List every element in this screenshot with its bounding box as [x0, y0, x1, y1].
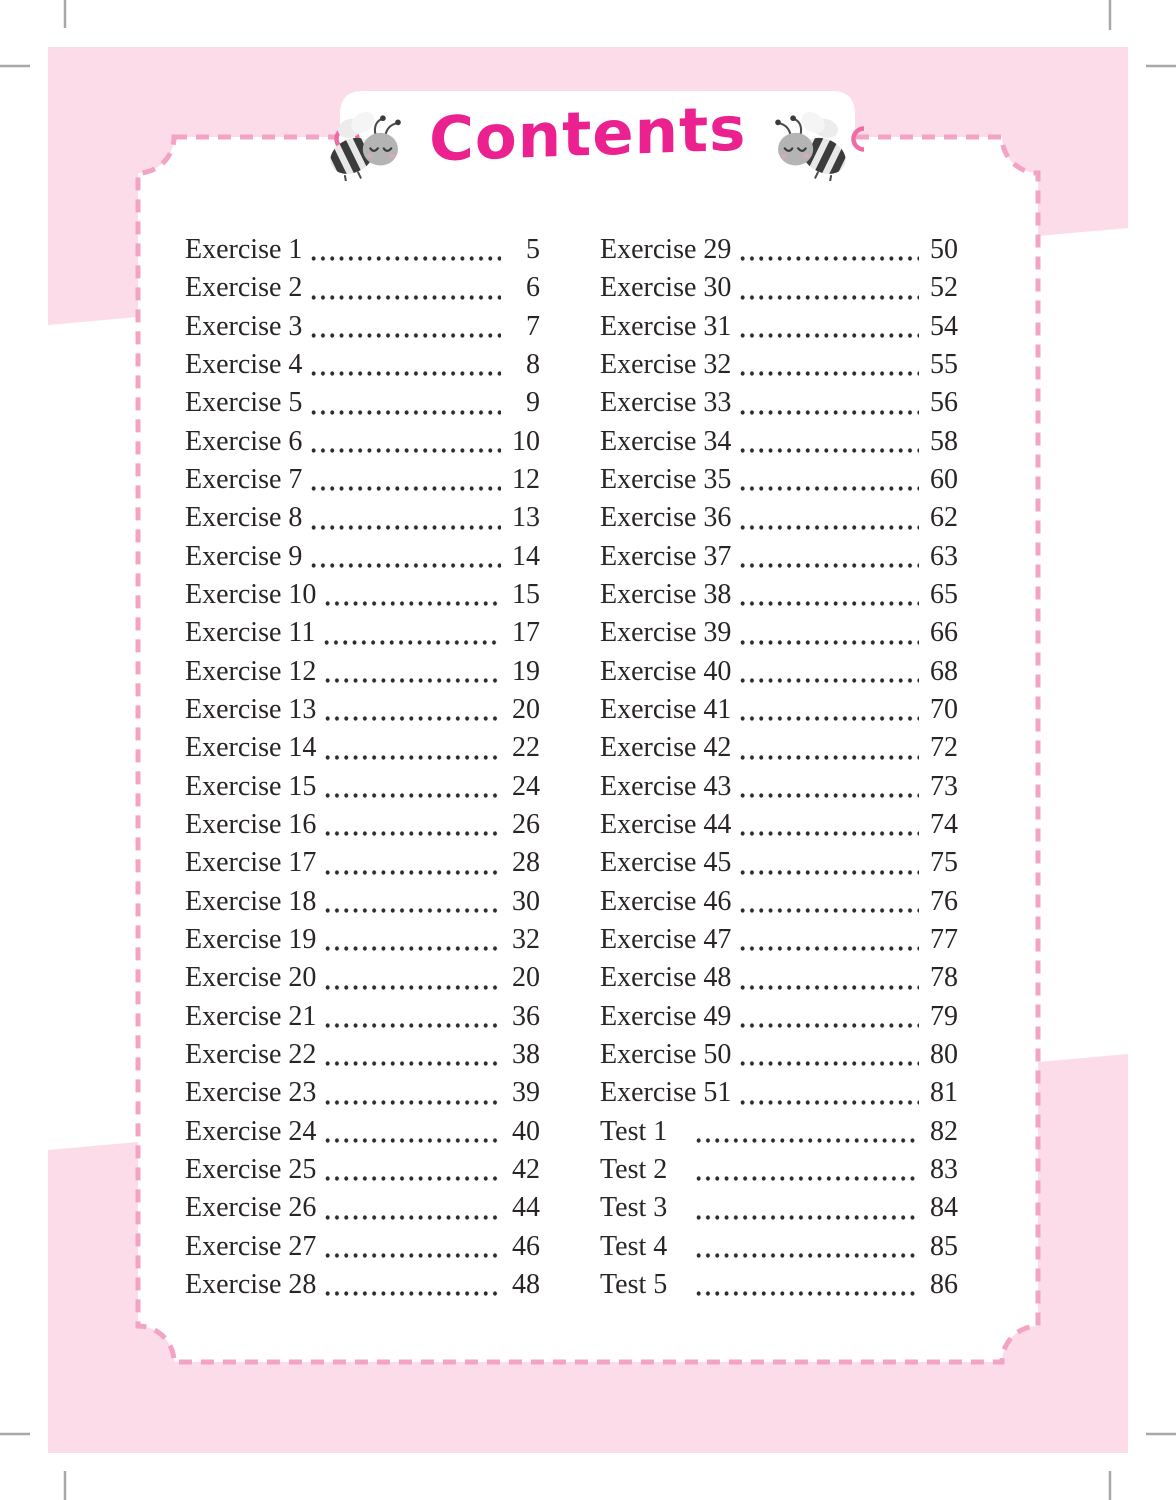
toc-entry	[600, 1151, 958, 1189]
toc-dot-leader	[692, 1266, 919, 1304]
toc-entry	[185, 921, 540, 959]
toc-entry-label: Exercise 33	[600, 387, 732, 419]
toc-dot-leader	[307, 538, 501, 576]
toc-entry	[185, 384, 540, 422]
toc-entry	[185, 883, 540, 921]
toc-entry	[600, 384, 958, 422]
toc-entry-page: 32	[512, 923, 540, 955]
toc-entry	[600, 768, 958, 806]
toc-entry-page: 77	[930, 923, 958, 955]
toc-entry-label: Exercise 32	[600, 348, 732, 380]
toc-entry-label: Test 1	[600, 1115, 668, 1147]
toc-entry-label: Exercise 9	[185, 540, 303, 572]
toc-entry	[600, 959, 958, 997]
toc-entry-label: Exercise 41	[600, 693, 732, 725]
toc-entry-label: Exercise 19	[185, 923, 317, 955]
toc-entry-page: 42	[512, 1153, 540, 1185]
toc-entry-page: 75	[930, 847, 958, 879]
toc-entry	[185, 346, 540, 384]
toc-entry-page: 79	[930, 1000, 958, 1032]
toc-entry	[185, 423, 540, 461]
toc-entry-page: 81	[930, 1077, 958, 1109]
toc-entry-label: Exercise 25	[185, 1153, 317, 1185]
toc-entry-label: Exercise 50	[600, 1038, 732, 1070]
toc-entry-label: Exercise 35	[600, 463, 732, 495]
table-of-contents	[185, 231, 958, 1304]
toc-entry	[600, 998, 958, 1036]
toc-dot-leader	[321, 883, 501, 921]
toc-entry-page: 66	[930, 617, 958, 649]
toc-dot-leader	[321, 1151, 501, 1189]
page-title: Contents	[429, 93, 747, 176]
toc-entry	[185, 1113, 540, 1151]
toc-entry-label: Exercise 24	[185, 1115, 317, 1147]
toc-dot-leader	[692, 1228, 919, 1266]
toc-entry-label: Exercise 12	[185, 655, 317, 687]
page-header	[138, 82, 1038, 197]
toc-dot-leader	[736, 614, 919, 652]
toc-entry	[600, 1266, 958, 1304]
toc-dot-leader	[736, 308, 919, 346]
toc-dot-leader	[321, 729, 501, 767]
toc-entry-label: Exercise 51	[600, 1077, 732, 1109]
toc-entry	[600, 1189, 958, 1227]
toc-dot-leader	[307, 308, 501, 346]
toc-entry	[600, 423, 958, 461]
toc-dot-leader	[321, 1266, 501, 1304]
toc-entry-page: 52	[930, 272, 958, 304]
toc-dot-leader	[736, 959, 919, 997]
toc-entry	[185, 844, 540, 882]
toc-entry	[185, 1266, 540, 1304]
toc-entry	[185, 1189, 540, 1227]
toc-entry	[185, 269, 540, 307]
toc-entry	[185, 653, 540, 691]
toc-dot-leader	[321, 844, 501, 882]
toc-entry	[185, 729, 540, 767]
toc-dot-leader	[736, 499, 919, 537]
toc-dot-leader	[692, 1189, 919, 1227]
toc-dot-leader	[321, 1189, 501, 1227]
toc-entry	[185, 1036, 540, 1074]
toc-dot-leader	[320, 614, 501, 652]
toc-dot-leader	[736, 269, 919, 307]
toc-dot-leader	[736, 384, 919, 422]
toc-entry-page: 83	[930, 1153, 958, 1185]
toc-entry	[185, 998, 540, 1036]
toc-entry-page: 30	[512, 885, 540, 917]
toc-entry-page: 20	[512, 693, 540, 725]
toc-entry	[600, 806, 958, 844]
toc-entry-page: 78	[930, 962, 958, 994]
toc-entry	[185, 768, 540, 806]
toc-entry-page: 24	[512, 770, 540, 802]
toc-entry-page: 46	[512, 1230, 540, 1262]
toc-entry-page: 12	[512, 463, 540, 495]
toc-entry-page: 40	[512, 1115, 540, 1147]
toc-entry	[600, 269, 958, 307]
toc-entry-page: 38	[512, 1038, 540, 1070]
toc-entry-label: Exercise 8	[185, 502, 303, 534]
toc-entry-page: 60	[930, 463, 958, 495]
toc-dot-leader	[307, 269, 501, 307]
toc-entry-page: 63	[930, 540, 958, 572]
toc-entry	[185, 308, 540, 346]
toc-entry	[600, 576, 958, 614]
toc-dot-leader	[321, 1113, 501, 1151]
toc-entry-label: Exercise 17	[185, 847, 317, 879]
toc-entry-page: 14	[512, 540, 540, 572]
toc-entry-label: Exercise 16	[185, 808, 317, 840]
toc-entry	[600, 653, 958, 691]
toc-entry-page: 54	[930, 310, 958, 342]
toc-dot-leader	[736, 653, 919, 691]
toc-entry-label: Exercise 10	[185, 578, 317, 610]
toc-entry-label: Exercise 11	[185, 617, 316, 649]
toc-dot-leader	[736, 998, 919, 1036]
toc-entry	[600, 691, 958, 729]
toc-entry-label: Exercise 6	[185, 425, 303, 457]
toc-entry-label: Exercise 14	[185, 732, 317, 764]
toc-entry	[600, 921, 958, 959]
toc-entry	[185, 499, 540, 537]
toc-dot-leader	[321, 1228, 501, 1266]
toc-entry-label: Exercise 46	[600, 885, 732, 917]
toc-entry	[600, 844, 958, 882]
toc-entry	[185, 1151, 540, 1189]
toc-entry-label: Exercise 28	[185, 1268, 317, 1300]
toc-entry-label: Exercise 1	[185, 234, 303, 265]
toc-dot-leader	[736, 883, 919, 921]
toc-entry-page: 20	[512, 962, 540, 994]
toc-entry	[600, 883, 958, 921]
toc-entry-label: Exercise 23	[185, 1077, 317, 1109]
toc-column-left	[185, 231, 540, 1304]
toc-dot-leader	[321, 998, 501, 1036]
toc-entry	[600, 461, 958, 499]
toc-entry-page: 55	[930, 348, 958, 380]
toc-dot-leader	[736, 576, 919, 614]
toc-dot-leader	[736, 844, 919, 882]
toc-entry-page: 5	[526, 234, 540, 265]
toc-entry-page: 13	[512, 502, 540, 534]
toc-dot-leader	[321, 576, 501, 614]
toc-entry-page: 7	[526, 310, 540, 342]
toc-entry-label: Exercise 38	[600, 578, 732, 610]
toc-entry	[185, 461, 540, 499]
toc-entry-page: 48	[512, 1268, 540, 1300]
toc-entry-label: Exercise 49	[600, 1000, 732, 1032]
toc-entry-page: 10	[512, 425, 540, 457]
toc-entry	[600, 1228, 958, 1266]
toc-entry-page: 8	[526, 348, 540, 380]
toc-entry-label: Exercise 18	[185, 885, 317, 917]
toc-entry-label: Test 2	[600, 1153, 668, 1185]
toc-dot-leader	[307, 384, 501, 422]
toc-entry-page: 58	[930, 425, 958, 457]
toc-entry-label: Exercise 29	[600, 234, 732, 265]
toc-column-right	[600, 231, 958, 1304]
toc-entry	[600, 346, 958, 384]
toc-entry-page: 68	[930, 655, 958, 687]
toc-entry-page: 44	[512, 1192, 540, 1224]
toc-entry-label: Exercise 39	[600, 617, 732, 649]
toc-dot-leader	[321, 691, 501, 729]
toc-entry	[185, 806, 540, 844]
toc-entry-page: 86	[930, 1268, 958, 1300]
toc-entry	[185, 231, 540, 269]
toc-entry	[600, 499, 958, 537]
toc-entry	[600, 308, 958, 346]
toc-entry-page: 26	[512, 808, 540, 840]
toc-dot-leader	[321, 959, 501, 997]
toc-entry-page: 76	[930, 885, 958, 917]
toc-dot-leader	[736, 1036, 919, 1074]
toc-entry-label: Exercise 31	[600, 310, 732, 342]
toc-entry-label: Exercise 37	[600, 540, 732, 572]
toc-entry	[185, 1228, 540, 1266]
toc-entry-label: Test 4	[600, 1230, 668, 1262]
toc-entry-label: Exercise 20	[185, 962, 317, 994]
toc-entry	[600, 538, 958, 576]
toc-entry-label: Exercise 21	[185, 1000, 317, 1032]
toc-entry-label: Exercise 27	[185, 1230, 317, 1262]
toc-dot-leader	[736, 691, 919, 729]
toc-entry-page: 70	[930, 693, 958, 725]
toc-entry-label: Exercise 30	[600, 272, 732, 304]
toc-entry-page: 85	[930, 1230, 958, 1262]
toc-entry-page: 56	[930, 387, 958, 419]
toc-entry	[185, 959, 540, 997]
toc-entry-page: 6	[526, 272, 540, 304]
toc-entry-label: Exercise 36	[600, 502, 732, 534]
toc-entry-page: 36	[512, 1000, 540, 1032]
toc-dot-leader	[736, 346, 919, 384]
toc-dot-leader	[321, 1036, 501, 1074]
toc-entry-page: 50	[930, 234, 958, 265]
bee-icon	[767, 109, 851, 181]
toc-entry-page: 28	[512, 847, 540, 879]
toc-entry	[185, 576, 540, 614]
toc-entry-label: Test 3	[600, 1192, 668, 1224]
toc-entry-page: 73	[930, 770, 958, 802]
toc-entry-page: 80	[930, 1038, 958, 1070]
toc-dot-leader	[307, 231, 501, 269]
toc-entry-label: Exercise 40	[600, 655, 732, 687]
toc-entry-page: 22	[512, 732, 540, 764]
toc-entry-label: Exercise 13	[185, 693, 317, 725]
toc-entry-label: Exercise 7	[185, 463, 303, 495]
toc-dot-leader	[736, 768, 919, 806]
toc-entry-page: 39	[512, 1077, 540, 1109]
toc-entry	[600, 1074, 958, 1112]
toc-entry	[600, 1036, 958, 1074]
toc-dot-leader	[307, 423, 501, 461]
toc-entry-label: Exercise 44	[600, 808, 732, 840]
toc-entry-page: 19	[512, 655, 540, 687]
toc-entry	[600, 614, 958, 652]
toc-dot-leader	[307, 499, 501, 537]
toc-entry-page: 82	[930, 1115, 958, 1147]
toc-entry-label: Exercise 34	[600, 425, 732, 457]
toc-dot-leader	[736, 461, 919, 499]
toc-entry-label: Exercise 43	[600, 770, 732, 802]
toc-entry-label: Exercise 15	[185, 770, 317, 802]
toc-entry-label: Exercise 47	[600, 923, 732, 955]
toc-dot-leader	[307, 461, 501, 499]
toc-dot-leader	[321, 806, 501, 844]
toc-dot-leader	[736, 921, 919, 959]
toc-dot-leader	[736, 729, 919, 767]
toc-dot-leader	[321, 768, 501, 806]
bee-icon	[325, 109, 409, 181]
toc-entry-page: 62	[930, 502, 958, 534]
toc-dot-leader	[736, 1074, 919, 1112]
toc-entry-label: Exercise 3	[185, 310, 303, 342]
toc-entry-page: 9	[526, 387, 540, 419]
toc-dot-leader	[307, 346, 501, 384]
toc-dot-leader	[321, 653, 501, 691]
toc-entry	[185, 538, 540, 576]
toc-entry-label: Exercise 48	[600, 962, 732, 994]
toc-entry	[185, 1074, 540, 1112]
toc-dot-leader	[321, 921, 501, 959]
toc-entry-page: 74	[930, 808, 958, 840]
toc-entry-page: 72	[930, 732, 958, 764]
toc-dot-leader	[736, 538, 919, 576]
toc-entry-page: 65	[930, 578, 958, 610]
toc-dot-leader	[736, 423, 919, 461]
toc-entry-label: Exercise 42	[600, 732, 732, 764]
toc-entry-label: Exercise 26	[185, 1192, 317, 1224]
toc-entry	[185, 614, 540, 652]
toc-dot-leader	[736, 806, 919, 844]
toc-dot-leader	[692, 1151, 919, 1189]
toc-entry	[600, 1113, 958, 1151]
toc-dot-leader	[692, 1113, 919, 1151]
toc-entry-label: Exercise 2	[185, 272, 303, 304]
toc-entry-label: Exercise 4	[185, 348, 303, 380]
toc-entry-label: Exercise 22	[185, 1038, 317, 1070]
toc-entry-page: 17	[512, 617, 540, 649]
toc-dot-leader	[736, 231, 919, 269]
toc-dot-leader	[321, 1074, 501, 1112]
toc-entry-label: Test 5	[600, 1268, 668, 1300]
toc-entry-page: 84	[930, 1192, 958, 1224]
toc-entry	[600, 231, 958, 269]
toc-entry	[600, 729, 958, 767]
toc-entry-label: Exercise 5	[185, 387, 303, 419]
toc-entry-page: 15	[512, 578, 540, 610]
toc-entry	[185, 691, 540, 729]
toc-entry-label: Exercise 45	[600, 847, 732, 879]
